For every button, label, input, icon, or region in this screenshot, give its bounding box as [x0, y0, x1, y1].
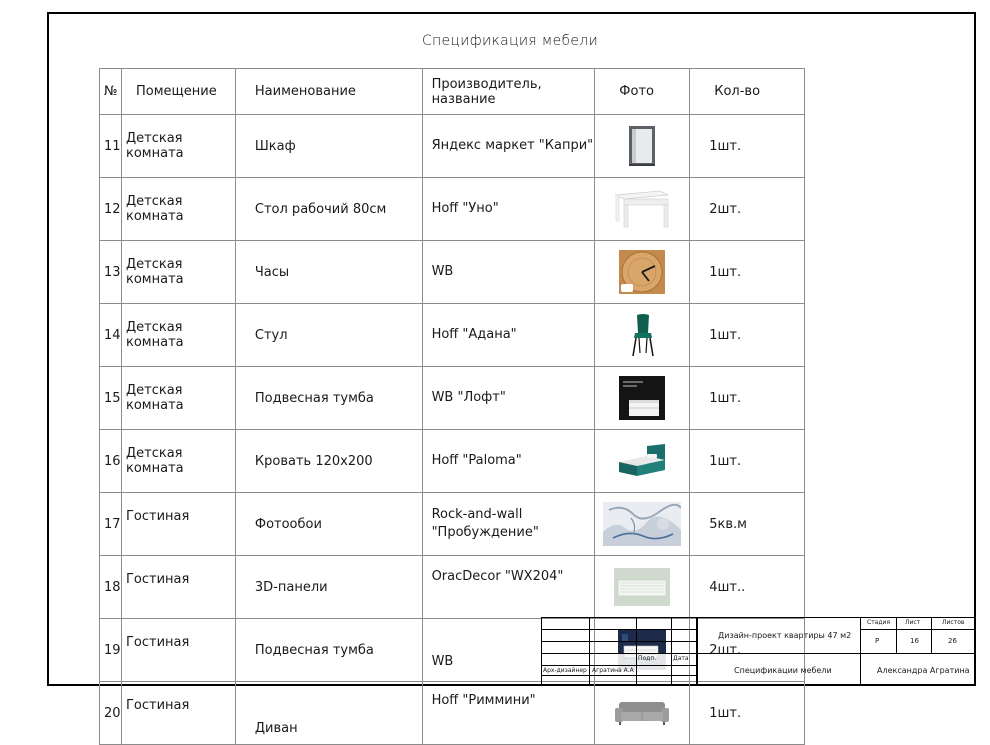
- stamp-line: [896, 617, 897, 653]
- row-maker: [422, 178, 595, 241]
- row-name: Подвесная тумба: [235, 619, 422, 682]
- sofa-photo: [595, 682, 690, 745]
- chair-photo: [595, 304, 690, 367]
- row-qty: 1шт.: [690, 115, 805, 178]
- row-number: 17: [100, 493, 122, 556]
- row-number: 16: [100, 430, 122, 493]
- stamp-line: [931, 617, 932, 653]
- table-row: [100, 556, 805, 619]
- row-maker-line: WB: [431, 264, 454, 279]
- row-maker-line: WB "Лофт": [431, 390, 506, 405]
- row-maker-line-2: "Пробуждение": [431, 525, 539, 540]
- stamp-project: Дизайн-проект квартиры 47 м2: [718, 631, 852, 640]
- row-qty: 2шт.: [690, 178, 805, 241]
- bed-photo: [595, 430, 690, 493]
- header-name: Наименование: [235, 69, 422, 115]
- header-photo: Фото: [595, 69, 690, 115]
- header-no: №: [100, 69, 122, 115]
- row-qty: 1шт.: [690, 430, 805, 493]
- row-room: Детская комната: [121, 304, 235, 367]
- stamp-line: [860, 629, 976, 630]
- row-number: 18: [100, 556, 122, 619]
- row-maker-line: Hoff "Адана": [431, 327, 517, 342]
- stamp-sheet-label: Лист: [905, 619, 921, 626]
- row-qty: 1шт.: [690, 241, 805, 304]
- row-qty: 1шт.: [690, 682, 805, 745]
- row-number: 15: [100, 367, 122, 430]
- row-room: Детская комната: [121, 115, 235, 178]
- row-name: Стул: [235, 304, 422, 367]
- stamp-line: [696, 653, 976, 654]
- stamp-stage: Р: [875, 637, 880, 645]
- page-title: Спецификация мебели: [421, 33, 599, 49]
- row-qty: 5кв.м: [690, 493, 805, 556]
- row-name: Часы: [235, 241, 422, 304]
- row-number: 20: [100, 682, 122, 745]
- stamp-line: [541, 629, 696, 630]
- row-maker: [422, 115, 595, 178]
- stamp-sheets: 26: [948, 637, 957, 645]
- row-qty: 2шт.: [690, 619, 805, 682]
- desk-photo: [595, 178, 690, 241]
- row-room: Детская комната: [121, 178, 235, 241]
- row-qty: 1шт.: [690, 304, 805, 367]
- table-header-row: [100, 69, 805, 115]
- row-room: Гостиная: [121, 619, 235, 682]
- row-maker: [422, 304, 595, 367]
- row-number: 12: [100, 178, 122, 241]
- row-number: 13: [100, 241, 122, 304]
- row-number: 19: [100, 619, 122, 682]
- stamp-line: [671, 617, 672, 686]
- nightstand-photo: [595, 367, 690, 430]
- table-row: [100, 493, 805, 556]
- row-maker-line: Hoff "Риммини": [431, 693, 536, 708]
- header-qty: Кол-во: [690, 69, 805, 115]
- stamp-sheets-label: Листов: [942, 619, 965, 626]
- title-block: [541, 617, 976, 686]
- row-name: Фотообои: [235, 493, 422, 556]
- table-row: [100, 115, 805, 178]
- table-row: [100, 430, 805, 493]
- row-qty: 1шт.: [690, 367, 805, 430]
- stamp-line: [636, 617, 637, 686]
- row-name: 3D-панели: [235, 556, 422, 619]
- row-name: Стол рабочий 80см: [235, 178, 422, 241]
- row-maker-line: WB: [431, 654, 454, 669]
- row-maker-line: OracDecor "WX204": [431, 569, 564, 584]
- row-maker-line: Rock-and-wall: [431, 507, 523, 522]
- row-name: Диван: [235, 682, 422, 745]
- stamp-line: [541, 675, 696, 676]
- stamp-line: [589, 617, 590, 686]
- header-maker: Производитель, название: [422, 69, 595, 115]
- header-room: Помещение: [121, 69, 235, 115]
- stamp-line: [860, 617, 861, 686]
- stamp-author: Александра Агратина: [877, 666, 970, 675]
- row-maker: [422, 430, 595, 493]
- row-name: Подвесная тумба: [235, 367, 422, 430]
- panel-photo: [595, 556, 690, 619]
- stamp-date-label: Дата: [673, 655, 689, 662]
- row-maker: [422, 682, 595, 745]
- row-qty: 4шт..: [690, 556, 805, 619]
- row-name: Шкаф: [235, 115, 422, 178]
- stamp-line: [541, 653, 696, 654]
- row-maker-line: Яндекс маркет "Капри": [431, 138, 594, 153]
- wallpaper-photo: [595, 493, 690, 556]
- stamp-sheet-title: Спецификации мебели: [734, 666, 832, 675]
- stamp-stage-label: Стадия: [867, 619, 891, 626]
- row-maker: [422, 367, 595, 430]
- row-room: Детская комната: [121, 367, 235, 430]
- stamp-role: Арх-дизайнер: [543, 667, 587, 674]
- row-room: Гостиная: [121, 556, 235, 619]
- row-maker-line: Hoff "Paloma": [431, 453, 522, 468]
- row-room: Гостиная: [121, 493, 235, 556]
- row-number: 11: [100, 115, 122, 178]
- row-maker: [422, 556, 595, 619]
- table-row: [100, 367, 805, 430]
- stamp-right-area: [696, 617, 976, 686]
- stamp-line: [541, 665, 696, 666]
- wardrobe-photo: [595, 115, 690, 178]
- row-room: Детская комната: [121, 241, 235, 304]
- row-room: Детская комната: [121, 430, 235, 493]
- table-row: [100, 241, 805, 304]
- row-maker: [422, 241, 595, 304]
- row-maker: [422, 493, 595, 556]
- row-name: Кровать 120х200: [235, 430, 422, 493]
- row-maker-line: Hoff "Уно": [431, 201, 499, 216]
- stamp-sign-label: Подп.: [638, 655, 657, 662]
- stamp-person: Агратина А.А: [592, 667, 634, 674]
- stamp-line: [541, 641, 696, 642]
- table-row: [100, 682, 805, 745]
- clock-photo: [595, 241, 690, 304]
- table-row: [100, 178, 805, 241]
- row-number: 14: [100, 304, 122, 367]
- table-row: [100, 304, 805, 367]
- stamp-sheet: 16: [910, 637, 919, 645]
- row-room: Гостиная: [121, 682, 235, 745]
